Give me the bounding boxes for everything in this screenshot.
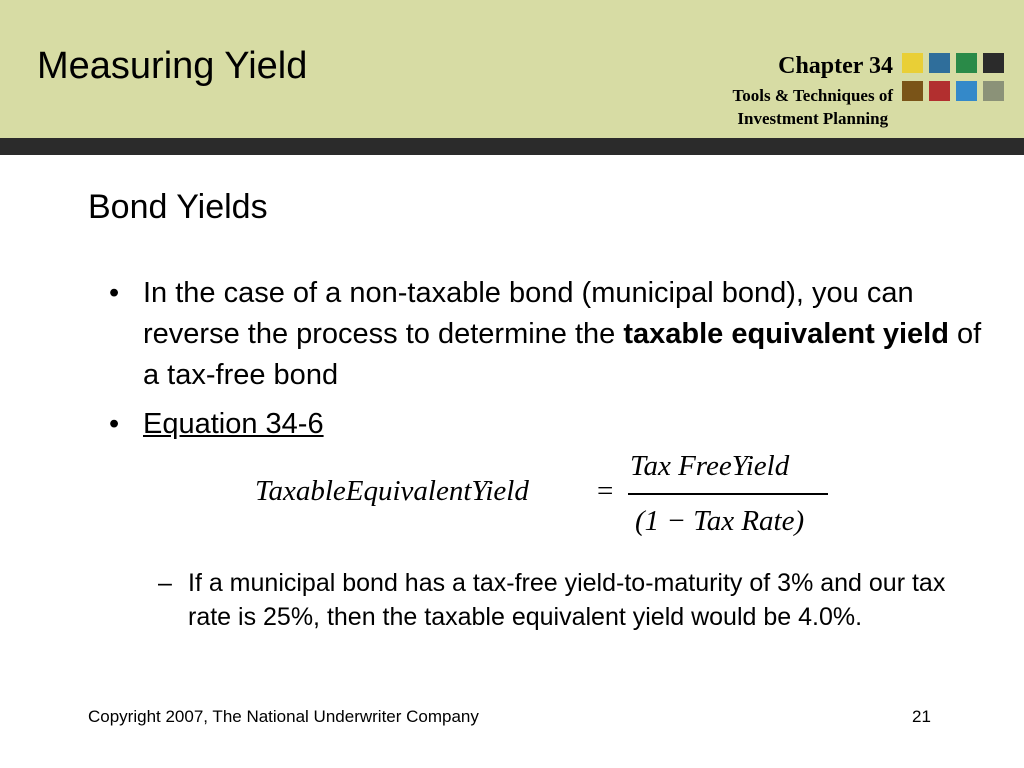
color-swatch: [902, 81, 923, 101]
equation-link[interactable]: [143, 404, 1003, 445]
bullet-text-part2: of a tax-free bond: [143, 318, 982, 391]
equation-denominator: (1 − Tax Rate): [635, 505, 805, 537]
color-swatch: [983, 53, 1004, 73]
bullet-marker: •: [109, 408, 120, 440]
color-swatch: [956, 53, 977, 73]
sub-bullet-example: If a municipal bond has a tax-free yield-to-maturity of 3% and our tax rate is 25%, then the taxable equivalent yield would be 4.0%.: [188, 569, 946, 631]
sub-bullet-marker: –: [158, 569, 172, 597]
section-heading: Bond Yields: [88, 188, 268, 226]
bullet-marker: •: [109, 277, 120, 309]
bullet-text-taxable-equivalent: [143, 273, 1003, 396]
equation-numerator: Tax FreeYield: [630, 450, 790, 482]
book-subtitle-line1: Tools & Techniques of: [732, 86, 893, 105]
page-number: 21: [912, 707, 931, 726]
footer-copyright: Copyright 2007, The National Underwriter Company: [88, 707, 479, 726]
equation-34-6: [255, 450, 835, 540]
book-subtitle: [733, 84, 893, 130]
fraction-bar: [628, 493, 828, 495]
chapter-label: Chapter 34: [778, 53, 893, 79]
color-swatch: [983, 81, 1004, 101]
bullet-bold-term: taxable equivalent yield: [623, 318, 949, 350]
color-swatch: [902, 53, 923, 73]
book-subtitle-line2: Investment Planning: [737, 109, 889, 128]
color-swatch: [929, 53, 950, 73]
color-swatch: [929, 81, 950, 101]
equation-equals-sign: =: [597, 475, 614, 507]
bullet-text-part1: In the case of a non-taxable bond (municipal bond), you can reverse the process to determine the: [143, 277, 914, 350]
color-swatch: [956, 81, 977, 101]
slide-title: Measuring Yield: [37, 45, 308, 87]
equation-lhs: TaxableEquivalentYield: [255, 475, 529, 507]
equation-link-label[interactable]: Equation 34-6: [143, 408, 324, 440]
header-divider-bar: [0, 138, 1024, 155]
